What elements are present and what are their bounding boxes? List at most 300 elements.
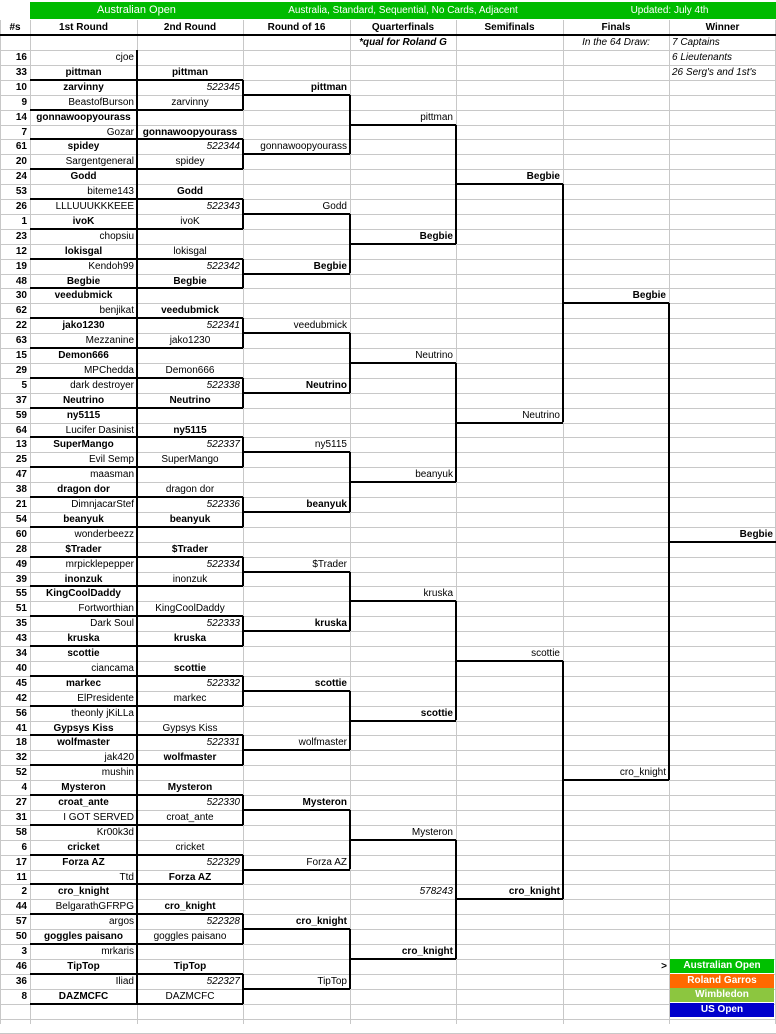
bracket-line — [243, 928, 350, 930]
round1-player: Evil Semp — [88, 454, 134, 466]
round1-player: ElPresidente — [77, 692, 134, 704]
round1-player: beanyuk — [63, 513, 104, 525]
round1-player: cjoe — [115, 52, 134, 63]
seed-number: 28 — [15, 543, 27, 555]
column-header: #s — [9, 22, 21, 33]
bracket-line — [243, 630, 350, 632]
bracket-line — [350, 839, 456, 841]
round2-player: Gypsys Kiss — [162, 722, 218, 734]
round1-player: cro_knight — [57, 886, 110, 898]
bracket-line — [137, 109, 243, 111]
round2-player: wolfmaster — [163, 752, 217, 764]
round2-player: lokisgal — [173, 245, 207, 257]
seed-number: 47 — [15, 469, 27, 481]
round1-player: biteme143 — [87, 186, 134, 198]
round1-player: chopsiu — [99, 230, 134, 242]
seed-number: 10 — [15, 81, 27, 93]
round2-player: gonnawoopyourass — [142, 126, 238, 138]
bracket-line — [137, 705, 243, 707]
round1-player: TipTop — [67, 960, 100, 972]
quarterfinal-player: pittman — [420, 111, 453, 123]
round16-player: Begbie — [313, 260, 347, 272]
bracket-line — [30, 913, 137, 915]
bracket-line — [30, 645, 137, 647]
seed-number: 52 — [15, 767, 27, 779]
column-header: Winner — [705, 22, 740, 33]
bracket-line — [30, 496, 137, 498]
legend-item: US Open — [670, 1003, 774, 1017]
bracket-line — [243, 273, 350, 275]
legend-item: Wimbledon — [670, 988, 774, 1002]
round2-player: SuperMango — [161, 454, 219, 466]
seed-number: 41 — [15, 722, 27, 734]
round1-player: theonly jKiLLa — [71, 707, 134, 719]
bracket-line — [30, 79, 137, 81]
round16-player: kruska — [314, 618, 347, 630]
seed-number: 63 — [15, 335, 27, 347]
seed-number: 34 — [15, 648, 27, 659]
bracket-line — [30, 705, 137, 707]
round1-player: goggles paisano — [44, 931, 123, 943]
captains-note: 7 Captains — [672, 37, 720, 49]
column-header: Semifinals — [484, 22, 535, 33]
game-number: 522345 — [206, 81, 240, 93]
bracket-line — [137, 228, 243, 230]
seed-number: 62 — [15, 305, 27, 317]
seed-number: 38 — [15, 484, 27, 496]
seed-number: 49 — [15, 558, 27, 570]
round2-player: Begbie — [173, 275, 207, 287]
round1-player: Iliad — [115, 975, 134, 987]
tournament-title: Australian Open — [30, 3, 243, 18]
semifinal-player: scottie — [531, 648, 560, 659]
bracket-line — [137, 317, 243, 319]
seed-number: 25 — [15, 454, 27, 466]
round2-player: cricket — [175, 841, 205, 853]
seed-number: 19 — [15, 260, 27, 272]
round1-player: maasman — [90, 469, 134, 481]
round1-player: argos — [108, 916, 134, 928]
seed-number: 13 — [15, 439, 27, 451]
round1-player: KingCoolDaddy — [46, 588, 121, 600]
round1-player: Kendoh99 — [88, 260, 134, 272]
bracket-line — [137, 973, 243, 975]
seed-number: 16 — [15, 52, 27, 63]
round1-player: Demon666 — [58, 350, 109, 361]
round1-player: Lucifer Dasinist — [65, 424, 134, 436]
bracket-line — [30, 258, 137, 260]
round16-player: $Trader — [312, 558, 347, 570]
bracket-line — [350, 958, 456, 960]
round1-player: spidey — [67, 141, 100, 153]
bracket-line — [30, 377, 137, 379]
game-number: 522337 — [206, 439, 240, 451]
seed-number: 59 — [15, 409, 27, 421]
round1-player: Gozar — [106, 126, 134, 138]
seed-number: 1 — [21, 215, 27, 227]
round1-player: pittman — [65, 66, 102, 78]
column-header: 1st Round — [59, 22, 108, 33]
round1-player: ny5115 — [66, 409, 101, 421]
seed-number: 60 — [15, 528, 27, 540]
round1-player: SuperMango — [53, 439, 114, 451]
round1-player: Gypsys Kiss — [53, 722, 114, 734]
bracket-line — [137, 526, 243, 528]
grid-row-line — [0, 1019, 776, 1020]
seed-number: 42 — [15, 692, 27, 704]
round1-player: I GOT SERVED — [63, 811, 134, 823]
round1-player: gonnawoopyourass — [36, 111, 131, 123]
game-number: 522343 — [206, 201, 240, 212]
round2-player: $Trader — [171, 543, 209, 555]
seed-number: 5 — [21, 379, 27, 391]
round1-player: dragon dor — [57, 484, 110, 496]
round2-player: pittman — [171, 66, 209, 78]
bracket-line — [30, 1003, 137, 1005]
bracket-line — [30, 794, 137, 796]
column-header: Round of 16 — [267, 22, 326, 33]
seed-number: 51 — [15, 603, 27, 615]
seed-number: 64 — [15, 424, 27, 436]
bracket-line — [350, 124, 456, 126]
round16-player: gonnawoopyourass — [260, 141, 347, 153]
round2-player: Godd — [176, 186, 204, 198]
bracket-line — [350, 600, 456, 602]
round1-player: benjikat — [99, 305, 134, 317]
round1-player: jako1230 — [62, 320, 105, 332]
round1-player: Fortworthian — [78, 603, 134, 615]
round1-player: DimnjacarStef — [71, 499, 134, 510]
round2-player: cro_knight — [164, 901, 216, 913]
bracket-line — [137, 436, 243, 438]
bracket-line — [30, 407, 137, 409]
bracket-line — [137, 407, 243, 409]
seed-number: 3 — [21, 946, 27, 957]
quarterfinal-player: scottie — [420, 707, 453, 719]
round1-player: zarvinny — [63, 81, 104, 93]
seed-number: 32 — [15, 752, 27, 764]
seed-number: 24 — [15, 171, 27, 183]
quarterfinal-player: cro_knight — [401, 946, 453, 957]
bracket-line — [137, 168, 243, 170]
round2-player: beanyuk — [169, 513, 211, 525]
round2-player: TipTop — [173, 960, 207, 972]
bracket-line — [243, 332, 350, 334]
bracket-line — [669, 541, 776, 543]
grid-col-line — [350, 20, 351, 1024]
round1-player: MPChedda — [83, 364, 134, 376]
round2-player: zarvinny — [171, 96, 209, 108]
tournament-format: Australia, Standard, Sequential, No Cards, Adjacent — [243, 3, 563, 18]
round1-player: veedubmick — [54, 290, 113, 302]
bracket-line — [137, 556, 243, 558]
bracket-line — [137, 496, 243, 498]
seed-number: 14 — [15, 111, 27, 123]
bracket-line — [456, 422, 563, 424]
bracket-line — [137, 258, 243, 260]
round1-player: Forza AZ — [62, 856, 105, 868]
round16-player: Forza AZ — [306, 856, 347, 868]
round16-player: scottie — [314, 677, 347, 689]
column-header: Quarterfinals — [371, 22, 435, 33]
bracket-line — [30, 883, 137, 885]
round2-player: scottie — [173, 662, 207, 674]
bracket-line — [137, 347, 243, 349]
quarterfinal-player: Begbie — [419, 230, 453, 242]
round1-player: DAZMCFC — [58, 990, 109, 1002]
game-number: 522329 — [206, 856, 240, 868]
winner-name: Begbie — [739, 528, 773, 540]
finalist: Begbie — [632, 290, 666, 302]
game-number: 522333 — [206, 618, 240, 630]
semifinal-player: cro_knight — [508, 886, 560, 898]
seed-number: 4 — [21, 782, 27, 794]
legend-item: Roland Garros — [670, 974, 774, 988]
round16-player: veedubmick — [293, 320, 347, 332]
seed-number: 22 — [15, 320, 27, 332]
round2-player: inonzuk — [172, 573, 208, 585]
bracket-line — [137, 645, 243, 647]
quarterfinal-player: Mysteron — [411, 826, 453, 838]
seed-number: 45 — [15, 677, 27, 689]
bracket-line — [243, 988, 350, 990]
seed-number: 58 — [15, 826, 27, 838]
round1-player: ciancama — [91, 662, 134, 674]
bracket-line — [243, 451, 350, 453]
game-number: 522330 — [206, 797, 240, 808]
bracket-line — [30, 317, 137, 319]
legend-marker: > — [661, 960, 667, 972]
round1-player: mushin — [101, 767, 134, 779]
bracket-line — [243, 809, 350, 811]
sergs-note: 26 Serg's and 1st's — [672, 66, 757, 78]
round1-player: BelgarathGFRPG — [55, 901, 134, 913]
bracket-line — [30, 466, 137, 468]
round1-player: Neutrino — [62, 394, 105, 406]
seed-number: 56 — [15, 707, 27, 719]
updated-date: Updated: July 4th — [563, 3, 776, 18]
round2-player: ny5115 — [173, 424, 207, 436]
seed-number: 44 — [15, 901, 27, 913]
round2-player: ivoK — [180, 215, 200, 227]
bracket-line — [243, 511, 350, 513]
bracket-line — [243, 392, 350, 394]
legend-item: Australian Open — [670, 959, 774, 973]
game-number: 522344 — [206, 141, 240, 153]
bracket-line — [137, 287, 243, 289]
round1-player: Godd — [70, 171, 97, 183]
round1-player: BeastofBurson — [68, 96, 134, 108]
draw-note: In the 64 Draw: — [582, 37, 650, 49]
bracket-line — [30, 228, 137, 230]
round1-player: $Trader — [65, 543, 102, 555]
game-number: 522328 — [206, 916, 240, 928]
bracket-line — [137, 466, 243, 468]
seed-number: 21 — [15, 499, 27, 510]
bracket-line — [30, 615, 137, 617]
round2-player: croat_ante — [166, 811, 214, 823]
round1-player: wolfmaster — [57, 737, 110, 749]
bracket-line — [137, 913, 243, 915]
bracket-line — [350, 362, 456, 364]
bracket-line — [243, 690, 350, 692]
seed-number: 55 — [15, 588, 27, 600]
round2-player: goggles paisano — [153, 931, 227, 943]
semifinal-player: Begbie — [526, 171, 560, 183]
round16-player: ny5115 — [314, 439, 347, 451]
bracket-line — [30, 734, 137, 736]
seed-number: 54 — [15, 513, 27, 525]
bracket-line — [243, 571, 350, 573]
round2-player: Demon666 — [165, 364, 215, 376]
bracket-line — [137, 198, 243, 200]
seed-number: 39 — [15, 573, 27, 585]
round16-player: wolfmaster — [298, 737, 347, 749]
bracket-line — [137, 1003, 243, 1005]
seed-number: 9 — [21, 96, 27, 108]
bracket-line — [137, 138, 243, 140]
qual-note: *qual for Roland G — [359, 37, 447, 49]
bracket-line — [137, 585, 243, 587]
round1-player: ivoK — [72, 215, 95, 227]
bracket-line — [243, 153, 350, 155]
bracket-line — [243, 869, 350, 871]
round1-player: mrpicklepepper — [65, 558, 134, 570]
round1-player: inonzuk — [64, 573, 103, 585]
round2-player: dragon dor — [165, 484, 215, 496]
bracket-line — [456, 660, 563, 662]
bracket-line — [137, 883, 243, 885]
bracket-line — [30, 109, 137, 111]
bracket-line — [137, 854, 243, 856]
bracket-line — [30, 138, 137, 140]
game-number: 522336 — [206, 499, 240, 510]
seed-number: 7 — [21, 126, 27, 138]
bracket-line — [137, 943, 243, 945]
round1-player: Ttd — [119, 871, 134, 883]
seed-number: 30 — [15, 290, 27, 302]
seed-number: 57 — [15, 916, 27, 928]
bracket-line — [30, 287, 137, 289]
bracket-line — [243, 94, 350, 96]
bracket-line — [137, 79, 243, 81]
round1-player: mrkaris — [101, 946, 134, 957]
seed-number: 50 — [15, 931, 27, 943]
seed-number: 26 — [15, 201, 27, 212]
game-number: 578243 — [419, 886, 453, 898]
bracket-line — [456, 183, 563, 185]
bracket-line — [350, 481, 456, 483]
round16-player: beanyuk — [306, 499, 347, 510]
semifinal-player: Neutrino — [522, 409, 560, 421]
seed-number: 11 — [16, 871, 27, 883]
seed-number: 2 — [21, 886, 27, 898]
round1-player: jak420 — [104, 752, 134, 764]
bracket-line — [30, 585, 137, 587]
bracket-line — [30, 943, 137, 945]
bracket-line — [137, 675, 243, 677]
bracket-line — [30, 168, 137, 170]
bracket-line — [30, 973, 137, 975]
game-number: 522331 — [206, 737, 240, 749]
round2-player: Forza AZ — [168, 871, 212, 883]
bracket-line — [137, 377, 243, 379]
round2-player: DAZMCFC — [165, 990, 215, 1002]
round1-player: Begbie — [66, 275, 101, 287]
bracket-line — [243, 749, 350, 751]
quarterfinal-player: kruska — [423, 588, 453, 600]
seed-number: 53 — [15, 186, 27, 198]
round16-player: cro_knight — [295, 916, 347, 928]
bracket-line — [563, 302, 669, 304]
game-number: 522334 — [206, 558, 240, 570]
quarterfinal-player: Neutrino — [415, 350, 453, 361]
round1-player: Mezzanine — [85, 335, 134, 347]
game-number: 522327 — [206, 975, 240, 987]
bracket-line — [137, 615, 243, 617]
round2-player: Neutrino — [169, 394, 211, 406]
bracket-line — [30, 436, 137, 438]
round16-player: Neutrino — [305, 379, 347, 391]
seed-number: 35 — [15, 618, 27, 630]
seed-number: 31 — [15, 811, 27, 823]
bracket-line — [350, 720, 456, 722]
seed-number: 46 — [15, 960, 27, 972]
round1-player: Dark Soul — [90, 618, 134, 630]
round1-player: markec — [65, 677, 102, 689]
round16-player: TipTop — [317, 975, 347, 987]
bracket-line — [137, 764, 243, 766]
round16-player: pittman — [310, 81, 347, 93]
lieutenants-note: 6 Lieutenants — [672, 52, 733, 63]
seed-number: 20 — [15, 156, 27, 168]
seed-number: 33 — [15, 66, 27, 78]
seed-number: 37 — [15, 394, 27, 406]
round1-player: LLLUUUKKKEEE — [55, 201, 134, 212]
round2-player: spidey — [175, 156, 205, 168]
bracket-line — [30, 556, 137, 558]
bracket-line — [30, 198, 137, 200]
bracket-line — [30, 854, 137, 856]
bracket-line — [137, 824, 243, 826]
round1-player: cricket — [67, 841, 100, 853]
seed-number: 40 — [15, 662, 27, 674]
seed-number: 23 — [15, 230, 27, 242]
finalist: cro_knight — [619, 767, 666, 779]
column-header: Finals — [601, 22, 631, 33]
quarterfinal-player: beanyuk — [415, 469, 453, 481]
seed-number: 12 — [15, 245, 27, 257]
game-number: 522338 — [206, 379, 240, 391]
round1-player: Mysteron — [61, 782, 106, 794]
game-number: 522342 — [206, 260, 240, 272]
round1-player: dark destroyer — [70, 379, 134, 391]
game-number: 522341 — [206, 320, 240, 332]
bracket-line — [30, 675, 137, 677]
bracket-line — [137, 794, 243, 796]
bracket-line — [30, 526, 137, 528]
bracket-line — [30, 764, 137, 766]
column-header: 2nd Round — [163, 22, 217, 33]
round2-player: Mysteron — [167, 782, 213, 794]
bracket-line — [30, 824, 137, 826]
round1-player: wonderbeezz — [74, 528, 134, 540]
round2-player: veedubmick — [161, 305, 219, 317]
bracket-line — [456, 898, 563, 900]
seed-number: 29 — [15, 364, 27, 376]
bracket-line — [350, 243, 456, 245]
bracket-line — [243, 213, 350, 215]
